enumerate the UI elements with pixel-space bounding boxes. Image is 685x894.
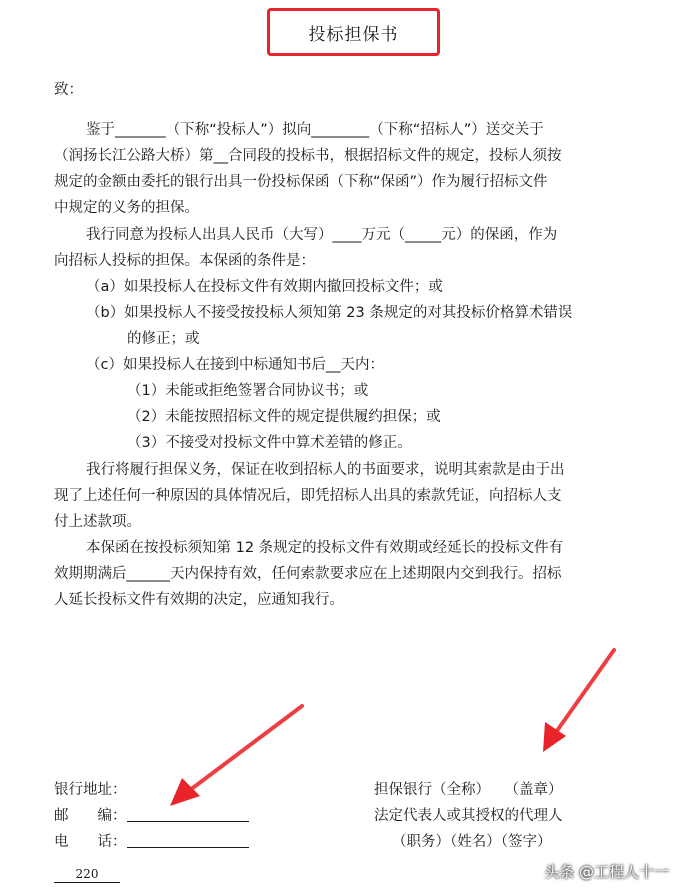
sub-condition-item: （1）未能或拒绝签署合同协议书；或 xyxy=(127,383,369,399)
condition-item: 的修正；或 xyxy=(127,331,200,347)
legal-representative-label: 法定代表人或其授权的代理人 xyxy=(374,808,563,824)
paragraph-line: 规定的金额由委托的银行出具一份投标保函（下称“保函”）作为履行招标文件 xyxy=(54,174,548,190)
bank-address-label: 银行地址： xyxy=(54,782,127,798)
paragraph-line: （润扬长江公路大桥）第__合同段的投标书，根据招标文件的规定，投标人须按 xyxy=(54,148,562,164)
paragraph-line: 鉴于_______（下称“投标人”）拟向________（下称“招标人”）送交关于 xyxy=(86,122,544,138)
salutation: 致： xyxy=(54,82,83,98)
condition-item: （a）如果投标人在投标文件有效期内撤回投标文件；或 xyxy=(86,279,443,295)
phone-blank xyxy=(127,833,249,848)
postcode-blank xyxy=(127,807,249,822)
arrow-right xyxy=(543,650,614,752)
page-number: 220 xyxy=(54,866,120,883)
paragraph-line: 中规定的义务的担保。 xyxy=(54,200,199,216)
sub-condition-item: （2）未能按照招标文件的规定提供履约担保；或 xyxy=(127,409,441,425)
sub-condition-item: （3）不接受对投标文件中算术差错的修正。 xyxy=(127,435,412,451)
paragraph-line: 付上述款项。 xyxy=(54,514,141,530)
document-title: 投标担保书 xyxy=(308,24,399,45)
arrow-left xyxy=(170,706,302,806)
postcode-field xyxy=(54,806,249,826)
postcode-label: 邮 编： xyxy=(54,808,127,824)
paragraph-line: 我行同意为投标人出具人民币（大写）____万元（_____元）的保函，作为 xyxy=(86,227,558,243)
watermark: 头条 @工程人十一 xyxy=(544,863,669,881)
phone-label: 电 话： xyxy=(54,834,127,850)
paragraph-line: 本保函在按投标须知第 12 条规定的投标文件有效期或经延长的投标文件有 xyxy=(86,540,564,556)
guarantor-bank-label: 担保银行（全称） （盖章） xyxy=(374,782,563,798)
paragraph-line: 向招标人投标的担保。本保函的条件是： xyxy=(54,253,315,269)
paragraph-line: 我行将履行担保义务，保证在收到招标人的书面要求，说明其索款是由于出 xyxy=(86,462,565,478)
signature-fields-label: （职务）（姓名）（签字） xyxy=(392,834,552,850)
condition-item: （c）如果投标人在接到中标通知书后__天内： xyxy=(86,357,384,373)
condition-item: （b）如果投标人不接受按投标人须知第 23 条规定的对其投标价格算术错误 xyxy=(86,305,573,321)
paragraph-line: 人延长投标文件有效期的决定，应通知我行。 xyxy=(54,592,344,608)
paragraph-line: 现了上述任何一种原因的具体情况后，即凭招标人出具的索款凭证，向招标人支 xyxy=(54,488,562,504)
phone-field xyxy=(54,832,249,852)
paragraph-line: 效期期满后______天内保持有效，任何索款要求应在上述期限内交到我行。招标 xyxy=(54,566,562,582)
